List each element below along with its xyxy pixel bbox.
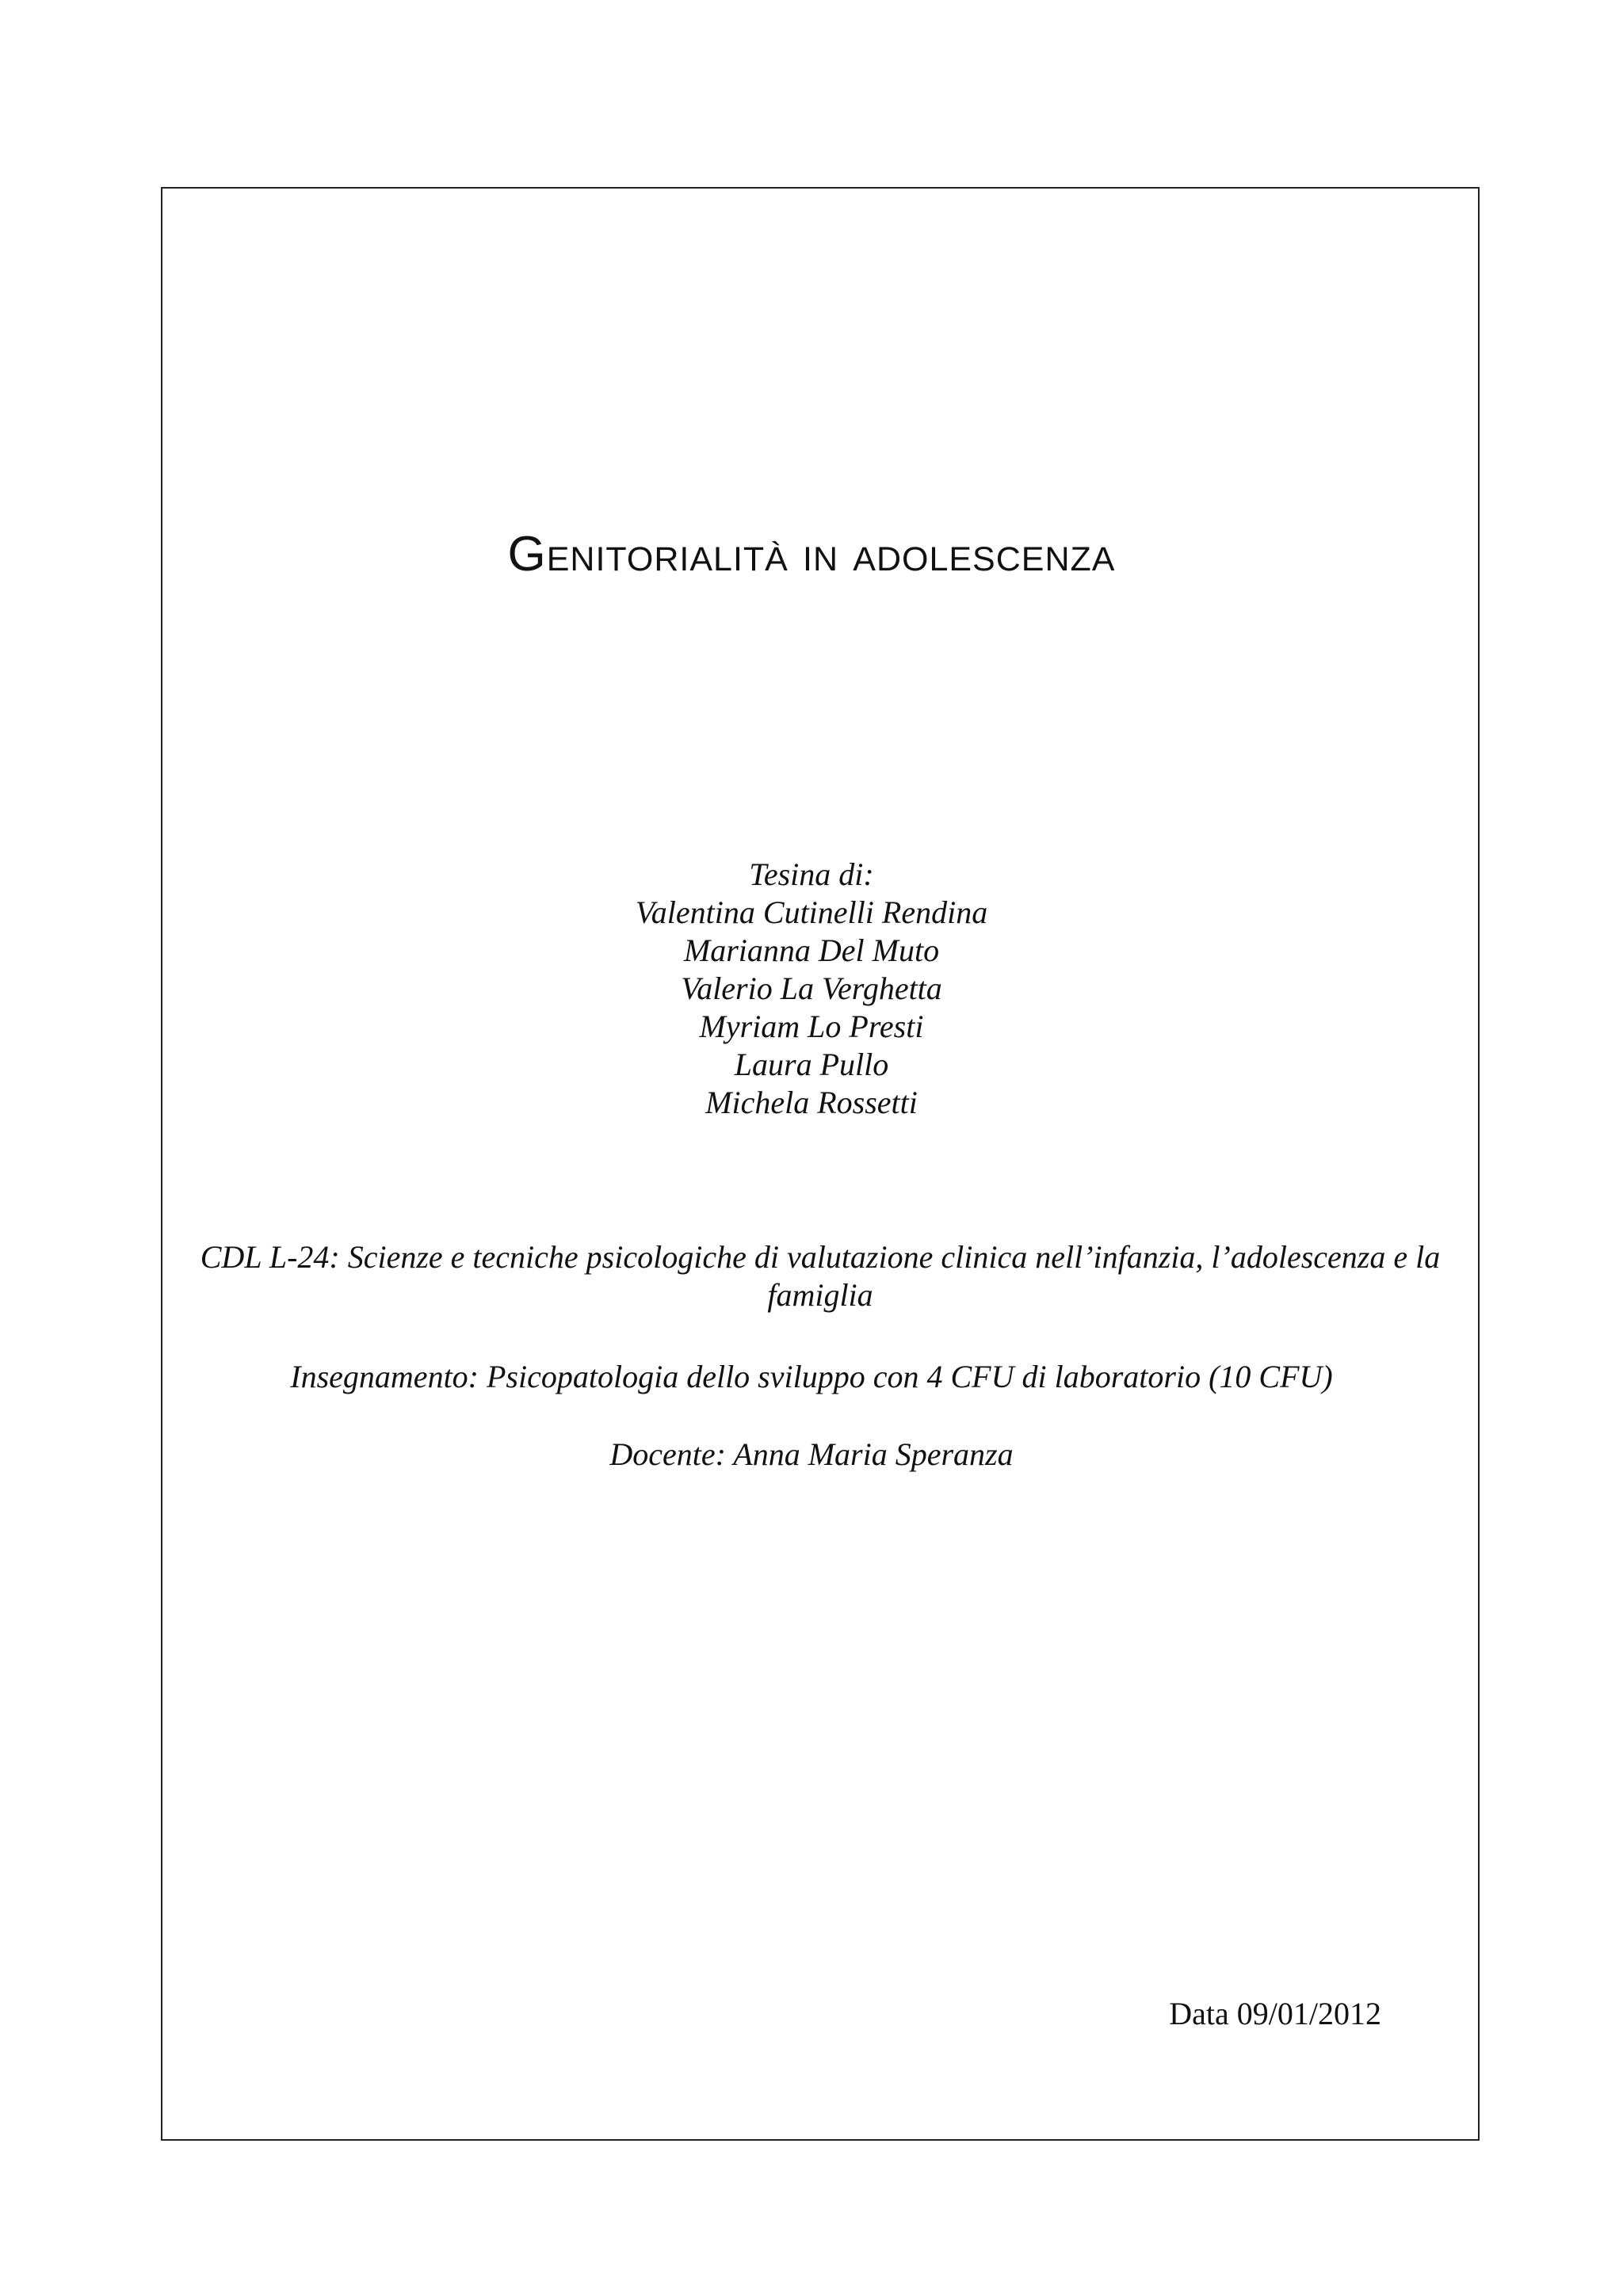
author-name: Valerio La Verghetta [681, 971, 942, 1006]
author-name: Valentina Cutinelli Rendina [635, 894, 988, 930]
course-description: CDL L-24: Scienze e tecniche psicologiche di valutazione clinica nell’infanzia, l’adolescenza e la famiglia [200, 1239, 1441, 1313]
teacher-name: Docente: Anna Maria Speranza [609, 1436, 1014, 1472]
teaching-subject: Insegnamento: Psicopatologia dello sviluppo con 4 CFU di laboratorio (10 CFU) [290, 1359, 1333, 1394]
page-border [161, 187, 1480, 2141]
author-name: Laura Pullo [734, 1047, 889, 1082]
author-name: Marianna Del Muto [683, 933, 940, 968]
authors-block [0, 856, 1623, 1122]
author-name: Myriam Lo Presti [699, 1009, 924, 1044]
document-date: Data 09/01/2012 [1169, 1996, 1381, 2031]
authors-label: Tesina di: [749, 856, 874, 892]
author-name: Michela Rossetti [705, 1085, 918, 1120]
document-title: Genitorialità in adolescenza [507, 527, 1116, 582]
